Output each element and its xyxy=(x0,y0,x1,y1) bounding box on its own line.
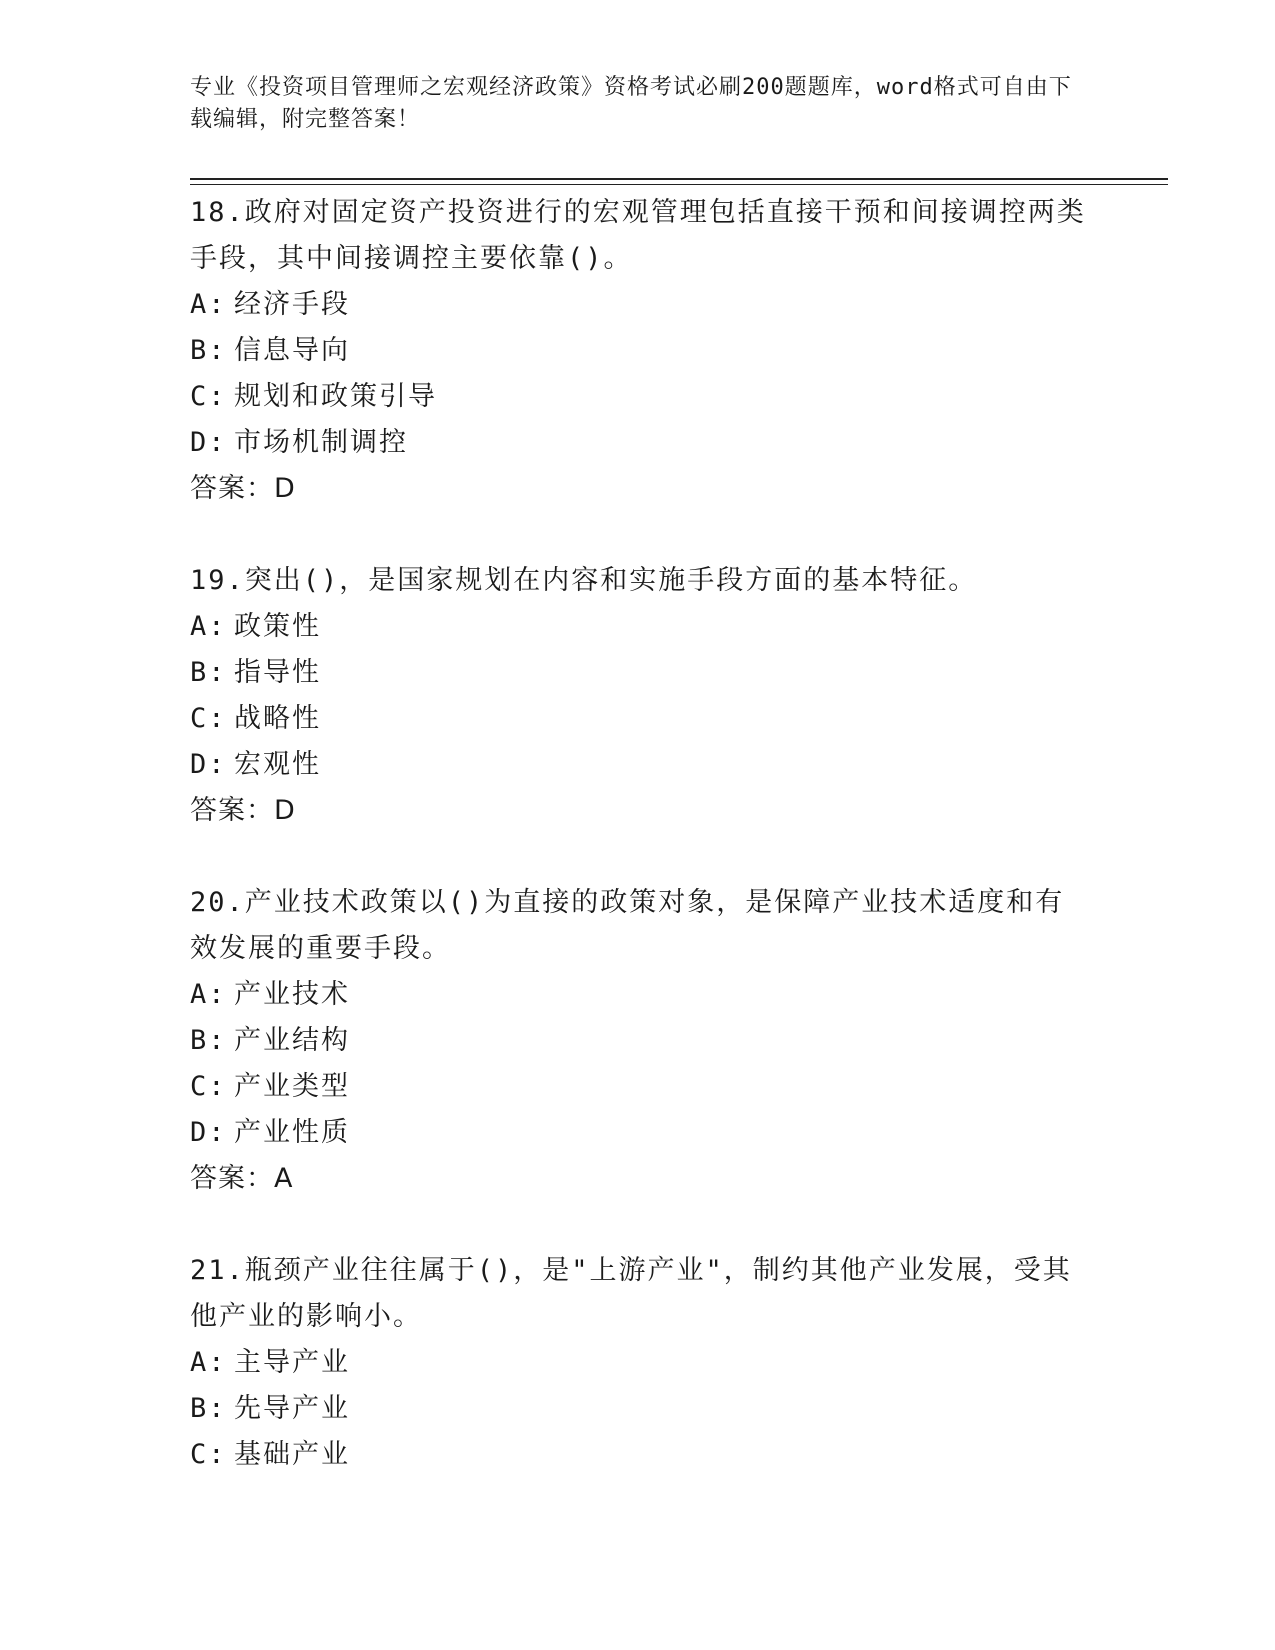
question-21 xyxy=(190,1248,1090,1478)
option-b xyxy=(190,1386,1090,1432)
option-text: 先导产业 xyxy=(234,1393,350,1424)
option-d xyxy=(190,420,1090,466)
option-d xyxy=(190,1110,1090,1156)
option-letter: B: xyxy=(190,335,227,366)
question-text: 20.产业技术政策以()为直接的政策对象，是保障产业技术适度和有效发展的重要手段。 xyxy=(190,887,1065,964)
option-letter: B: xyxy=(190,1393,227,1424)
option-text: 宏观性 xyxy=(234,749,321,780)
option-text: 产业性质 xyxy=(234,1117,350,1148)
option-a xyxy=(190,604,1090,650)
question-list xyxy=(190,190,1090,1524)
question-text: 21.瓶颈产业往往属于()，是"上游产业"，制约其他产业发展，受其他产业的影响小。 xyxy=(190,1255,1072,1332)
option-text: 指导性 xyxy=(234,657,321,688)
option-c xyxy=(190,1064,1090,1110)
question-20 xyxy=(190,880,1090,1202)
question-19 xyxy=(190,558,1090,834)
option-text: 市场机制调控 xyxy=(234,427,408,458)
header-divider-thin xyxy=(190,184,1168,185)
option-letter: B: xyxy=(190,1025,227,1056)
option-text: 产业结构 xyxy=(234,1025,350,1056)
option-text: 战略性 xyxy=(234,703,321,734)
option-letter: C: xyxy=(190,1439,227,1470)
option-text: 主导产业 xyxy=(234,1347,350,1378)
answer-line: 答案：A xyxy=(190,1163,294,1194)
header-divider-thick xyxy=(190,178,1168,180)
option-text: 规划和政策引导 xyxy=(234,381,437,412)
option-a xyxy=(190,1340,1090,1386)
option-b xyxy=(190,328,1090,374)
option-text: 产业类型 xyxy=(234,1071,350,1102)
option-letter: C: xyxy=(190,381,227,412)
option-a xyxy=(190,282,1090,328)
option-letter: C: xyxy=(190,1071,227,1102)
option-letter: A: xyxy=(190,289,227,320)
option-letter: A: xyxy=(190,611,227,642)
option-letter: D: xyxy=(190,427,227,458)
answer-line: 答案：D xyxy=(190,795,296,826)
question-text: 19.突出()，是国家规划在内容和实施手段方面的基本特征。 xyxy=(190,565,978,596)
option-c xyxy=(190,696,1090,742)
question-18 xyxy=(190,190,1090,512)
option-c xyxy=(190,374,1090,420)
option-c xyxy=(190,1432,1090,1478)
question-text: 18.政府对固定资产投资进行的宏观管理包括直接干预和间接调控两类手段，其中间接调控主要依靠()。 xyxy=(190,197,1086,274)
option-letter: A: xyxy=(190,979,227,1010)
option-letter: D: xyxy=(190,749,227,780)
option-d xyxy=(190,742,1090,788)
option-text: 信息导向 xyxy=(234,335,350,366)
option-a xyxy=(190,972,1090,1018)
document-intro: 专业《投资项目管理师之宏观经济政策》资格考试必刷200题题库，word格式可自由下载编辑，附完整答案！ xyxy=(190,75,1072,132)
option-b xyxy=(190,650,1090,696)
option-text: 基础产业 xyxy=(234,1439,350,1470)
option-letter: A: xyxy=(190,1347,227,1378)
option-text: 经济手段 xyxy=(234,289,350,320)
option-letter: D: xyxy=(190,1117,227,1148)
option-text: 产业技术 xyxy=(234,979,350,1010)
option-b xyxy=(190,1018,1090,1064)
option-letter: C: xyxy=(190,703,227,734)
answer-line: 答案：D xyxy=(190,473,296,504)
option-text: 政策性 xyxy=(234,611,321,642)
option-letter: B: xyxy=(190,657,227,688)
